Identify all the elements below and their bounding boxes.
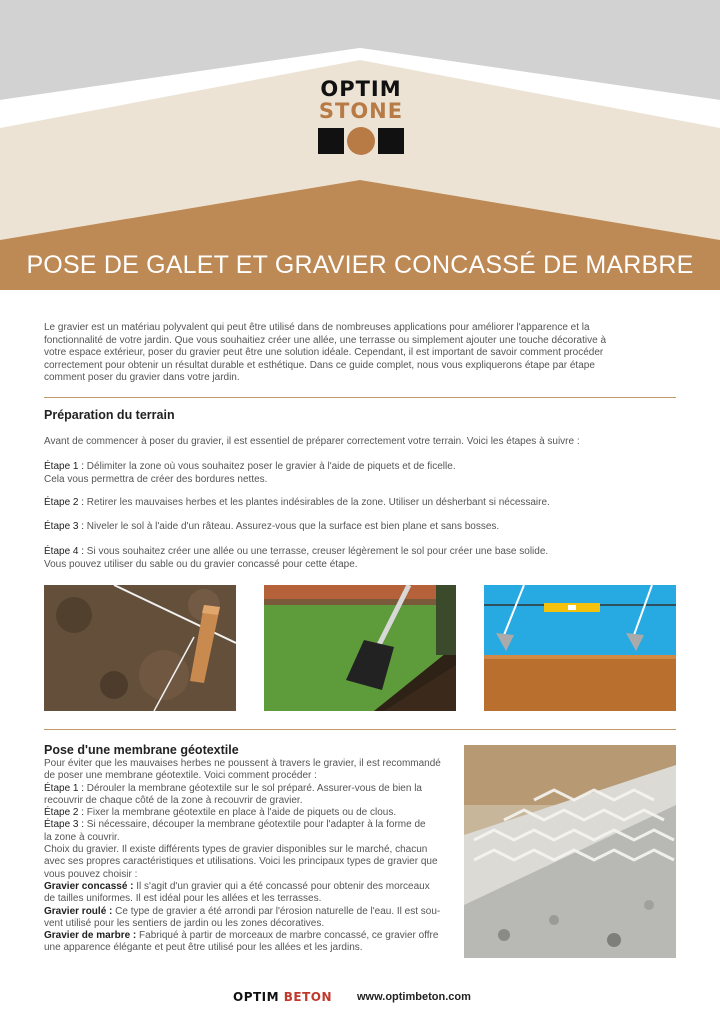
step-text: Dérouler la membrane géotextile sur le sol préparé. Assurer-vous de bien la xyxy=(84,782,422,794)
step-label: Étape 3 : xyxy=(44,819,85,831)
logo-mark-icon xyxy=(318,126,404,158)
optim-stone-logo xyxy=(316,78,406,158)
intro-line: Le gravier est un matériau polyvalent qui peut être utilisé dans de nombreuses applications pour améliorer l'apparence et la xyxy=(44,322,590,333)
text-line: recouvrir de chaque côté de la zone à recouvrir de gravier. xyxy=(44,794,303,806)
step-text: Fixer la membrane géotextile en place à l'aide de piquets ou de clous. xyxy=(84,807,397,819)
text-line: de poser une membrane géotextile. Voici comment procéder : xyxy=(44,770,317,782)
step-label: Étape 1 : xyxy=(44,461,85,472)
gravel-text: Ce type de gravier a été arrondi par l'érosion naturelle de l'eau. Il est sou- xyxy=(112,905,441,917)
logo-line2: STONE xyxy=(318,99,404,123)
step-2 xyxy=(44,497,684,510)
step-label: Étape 3 : xyxy=(44,521,85,532)
page-title: POSE DE GALET ET GRAVIER CONCASSÉ DE MARBRE xyxy=(26,251,694,279)
website-link[interactable]: www.optimbeton.com xyxy=(357,991,471,1003)
step-text: Délimiter la zone où vous souhaitez poser le gravier à l'aide de piquets et de ficelle. xyxy=(84,461,456,472)
text-line: Choix du gravier. Il existe différents types de gravier disponibles sur le marché, chacun xyxy=(44,844,428,856)
photo-stake-and-string xyxy=(44,585,236,711)
intro-line: fonctionnalité de votre jardin. Que vous souhaitiez créer une allée, une terrasse ou simplement ajouter une touche décorative à xyxy=(44,334,607,346)
step-text-cont: Cela vous permettra de créer des bordures nettes. xyxy=(44,473,268,485)
step-text: Si nécessaire, découper la membrane géotextile pour l'adapter à la forme de xyxy=(84,819,426,831)
brand-part-2: BETON xyxy=(283,990,333,1004)
text-line: la zone à couvrir. xyxy=(44,831,120,843)
lead-text: Avant de commencer à poser du gravier, il est essentiel de préparer correctement votre terrain. Voici les étapes à suivre : xyxy=(44,436,580,447)
step-text: Niveler le sol à l'aide d'un râteau. Assurez-vous que la surface est bien plane et sans bosses. xyxy=(84,521,500,532)
intro-paragraph xyxy=(44,322,684,385)
step-label: Étape 1 : xyxy=(44,782,85,794)
section1-lead xyxy=(44,436,684,449)
gravel-text: Fabriqué à partir de morceaux de marbre concassé, ce gravier offre xyxy=(136,930,439,942)
optim-beton-brand xyxy=(233,990,332,1004)
step-4 xyxy=(44,546,684,571)
text-line: Pour éviter que les mauvaises herbes ne poussent à travers le gravier, il est recommandé xyxy=(44,758,441,769)
text-line: de tailles uniformes. Il est idéal pour les allées et les terrasses. xyxy=(44,893,322,905)
gravel-text: Il s'agit d'un gravier qui a été concassé pour obtenir des morceaux xyxy=(133,880,430,892)
section-title-preparation: Préparation du terrain xyxy=(44,408,175,422)
intro-line: votre espace extérieur, poser du gravier peut être une solution idéale. Cependant, il est important de savoir comment procéder xyxy=(44,347,604,358)
step-text: Si vous souhaitez créer une allée ou une terrasse, creuser légèrement le sol pour créer une base solide. xyxy=(84,546,549,557)
step-label: Étape 2 : xyxy=(44,497,85,508)
intro-line: correctement pour obtenir un résultat durable et esthétique. Dans ce guide complet, nous vous expliquerons étape par étape xyxy=(44,359,595,371)
text-line: avec ses propres caractéristiques et utilisations. Voici les principaux types de gravier que xyxy=(44,856,438,868)
brand-part-1: OPTIM xyxy=(233,990,280,1004)
intro-line: comment poser du gravier dans votre jardin. xyxy=(44,372,240,383)
text-line: vent utilisé pour les sentiers de jardin ou les zones décoratives. xyxy=(44,917,325,929)
photo-geotextile-grid xyxy=(464,745,676,958)
gravel-label: Gravier de marbre : xyxy=(44,930,137,942)
photo-level-diagram xyxy=(484,585,676,711)
step-text-cont: Vous pouvez utiliser du sable ou du gravier concassé pour cette étape. xyxy=(44,558,358,570)
footer xyxy=(0,990,720,1010)
step-label: Étape 4 : xyxy=(44,546,85,557)
text-line: vous pouvez choisir : xyxy=(44,868,138,880)
divider xyxy=(44,397,676,398)
gravel-label: Gravier roulé : xyxy=(44,905,113,917)
divider xyxy=(44,729,676,730)
gravel-label: Gravier concassé : xyxy=(44,880,134,892)
logo-line1: OPTIM xyxy=(320,77,402,101)
photo-shovel-lawn xyxy=(264,585,456,711)
step-text: Retirer les mauvaises herbes et les plantes indésirables de la zone. Utiliser un désherbant si nécessaire. xyxy=(84,497,550,508)
step-label: Étape 2 : xyxy=(44,807,85,819)
text-line: une apparence élégante et peut être utilisé pour les allées et les jardins. xyxy=(44,942,363,954)
step-3 xyxy=(44,521,684,534)
step-1 xyxy=(44,461,684,486)
header xyxy=(0,0,720,290)
section-title-membrane: Pose d'une membrane géotextile xyxy=(44,743,239,757)
membrane-section-text xyxy=(44,758,454,955)
